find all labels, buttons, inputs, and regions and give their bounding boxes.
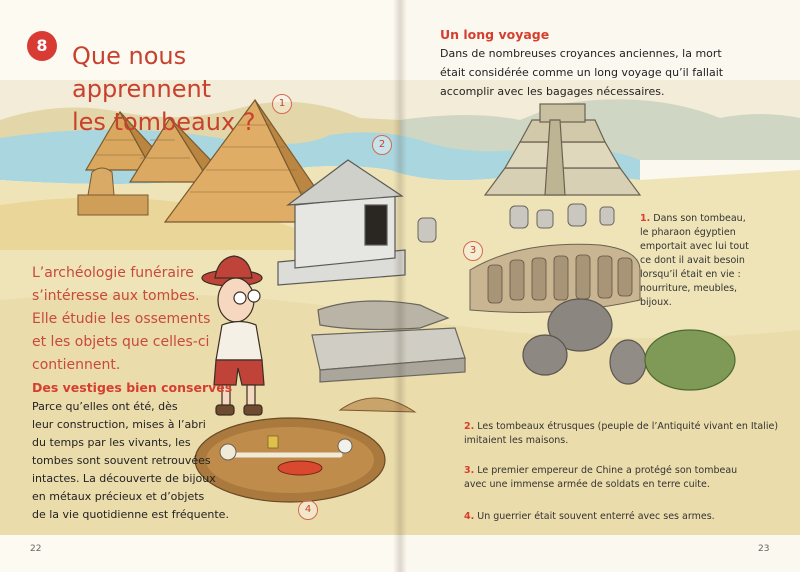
intro-line: L’archéologie funéraire [32,265,194,281]
note-line: emportait avec lui tout [640,241,749,252]
body-line: de la vie quotidienne est fréquente. [32,508,229,521]
note-3 [464,464,784,492]
note-1 [640,212,790,310]
intro-paragraph [32,262,212,377]
body-line: Dans de nombreuses croyances anciennes, la mort [440,47,722,60]
note-line: bijoux. [640,297,672,308]
body-line: était considérée comme un long voyage qu’il fallait [440,66,724,79]
body-line: accomplir avec les bagages nécessaires. [440,85,665,98]
note-number: 2. [464,421,475,432]
body-line: Parce qu’elles ont été, dès [32,400,178,413]
marker-2: 2 [372,135,392,155]
note-number: 1. [640,213,651,224]
bush [645,330,735,390]
note-line: avec une immense armée de soldats en terre cuite. [464,479,710,490]
intro-line: s’intéresse aux tombes. [32,288,200,304]
note-line: nourriture, meubles, [640,283,738,294]
note-line: ce dont il avait besoin [640,255,745,266]
section-title-voyage: Un long voyage [440,27,550,42]
page-number-right: 23 [758,544,770,554]
note-line: lorsqu’il était en vie : [640,269,741,280]
note-number: 3. [464,465,475,476]
section-title-vestiges: Des vestiges bien conservés [32,380,233,395]
note-number: 4. [464,511,475,522]
body-line: leur construction, mises à l’abri [32,418,206,431]
body-line: du temps par les vivants, les [32,436,191,449]
body-line: tombes sont souvent retrouvées [32,454,211,467]
page-title-line-2: les tombeaux ? [72,108,256,136]
intro-line: et les objets que celles-ci [32,334,210,350]
note-line: imitaient les maisons. [464,435,569,446]
note-line: Les tombeaux étrusques (peuple de l’Antiquité vivant en Italie) [477,421,779,432]
section-body-vestiges [32,398,232,524]
section-body-voyage [440,44,760,101]
marker-4: 4 [298,500,318,520]
page-title [72,40,322,139]
note-line: Dans son tombeau, [653,213,746,224]
intro-line: contiennent. [32,357,121,373]
note-line: Le premier empereur de Chine a protégé son tombeau [477,465,738,476]
body-line: en métaux précieux et d’objets [32,490,205,503]
note-4 [464,510,784,524]
chapter-number-badge: 8 [27,31,57,61]
page-number-left: 22 [30,544,42,554]
intro-line: Elle étudie les ossements [32,311,211,327]
note-line: le pharaon égyptien [640,227,736,238]
body-line: intactes. La découverte de bijoux [32,472,216,485]
marker-3: 3 [463,241,483,261]
note-2 [464,420,784,448]
marker-1: 1 [272,94,292,114]
book-gutter [393,0,407,572]
page-title-line-1: Que nous apprennent [72,42,212,103]
note-line: Un guerrier était souvent enterré avec ses armes. [477,511,715,522]
